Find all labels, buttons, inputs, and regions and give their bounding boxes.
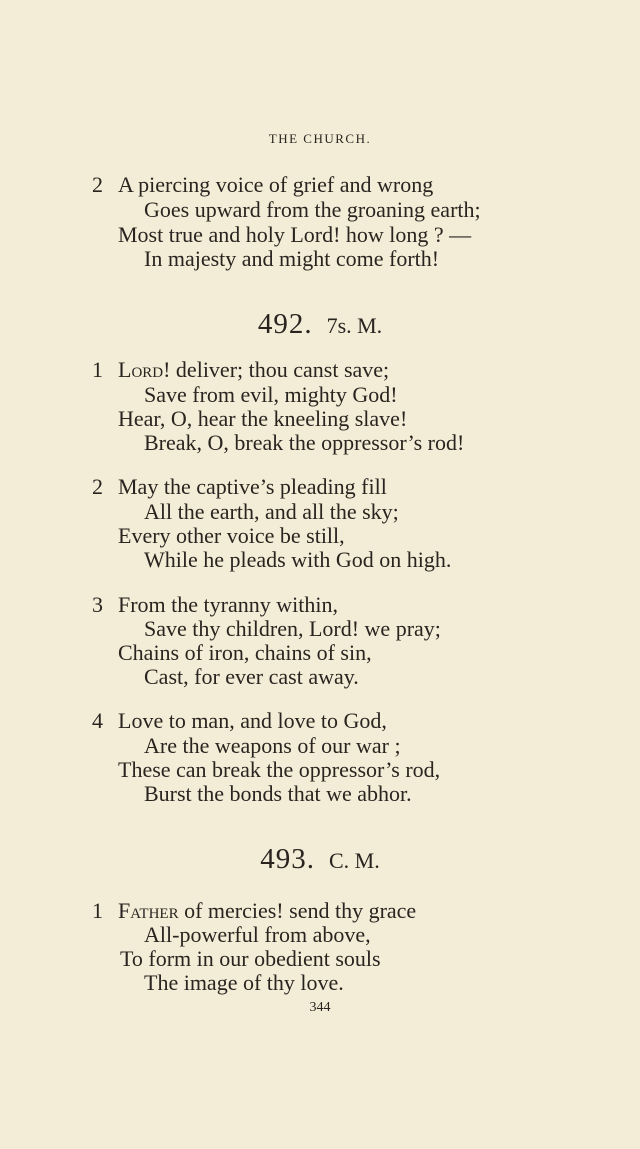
hymn-heading-492: [0, 308, 640, 341]
hymn-number: 492.: [257, 308, 313, 340]
verse-line: All-powerful from above,: [144, 922, 371, 947]
running-head: THE CHURCH.: [268, 131, 372, 146]
verse-line: The image of thy love.: [144, 970, 344, 995]
verse-number: 1: [92, 898, 103, 923]
verse-line: Cast, for ever cast away.: [144, 664, 359, 689]
verse-number: 1: [92, 357, 103, 382]
first-line-rest: of mercies! send thy grace: [178, 898, 417, 923]
verse-number: 2: [92, 172, 103, 197]
verse-number: 4: [92, 708, 103, 733]
verse-line: All the earth, and all the sky;: [144, 499, 399, 524]
verse-line: Goes upward from the groaning earth;: [144, 197, 481, 222]
verse-line: Break, O, break the oppressor’s rod!: [144, 430, 465, 455]
first-word: Father: [118, 898, 179, 923]
verse-line: Burst the bonds that we abhor.: [144, 781, 412, 806]
hymn-meter: 7s. M.: [326, 313, 383, 338]
verse-line: From the tyranny within,: [118, 592, 338, 617]
verse-line: A piercing voice of grief and wrong: [118, 172, 434, 197]
verse-line: [118, 898, 416, 924]
verse-line: Most true and holy Lord! how long ? —: [118, 222, 472, 247]
verse-line: While he pleads with God on high.: [144, 547, 452, 572]
verse-line: To form in our obedient souls: [120, 946, 381, 971]
verse-line: Hear, O, hear the kneeling slave!: [118, 406, 408, 431]
verse-line: May the captive’s pleading fill: [118, 474, 387, 499]
verse-line: Save from evil, mighty God!: [144, 382, 398, 407]
verse-line: Save thy children, Lord! we pray;: [144, 616, 441, 641]
verse-number: 3: [92, 592, 103, 617]
verse-line: In majesty and might come forth!: [144, 246, 440, 271]
hymn-heading-493: [0, 843, 640, 876]
verse-line: These can break the oppressor’s rod,: [118, 757, 441, 782]
verse-line: [118, 357, 389, 383]
verse-line: Love to man, and love to God,: [118, 708, 387, 733]
verse-line: Every other voice be still,: [118, 523, 345, 548]
first-line-rest: ! deliver; thou canst save;: [163, 357, 390, 382]
hymn-meter: C. M.: [329, 848, 380, 873]
first-word: Lord: [118, 357, 164, 382]
verse-line: Chains of iron, chains of sin,: [118, 640, 372, 665]
page-number: 344: [309, 1000, 331, 1015]
hymn-number: 493.: [260, 843, 315, 875]
verse-line: Are the weapons of our war ;: [144, 733, 401, 758]
verse-number: 2: [92, 474, 103, 499]
